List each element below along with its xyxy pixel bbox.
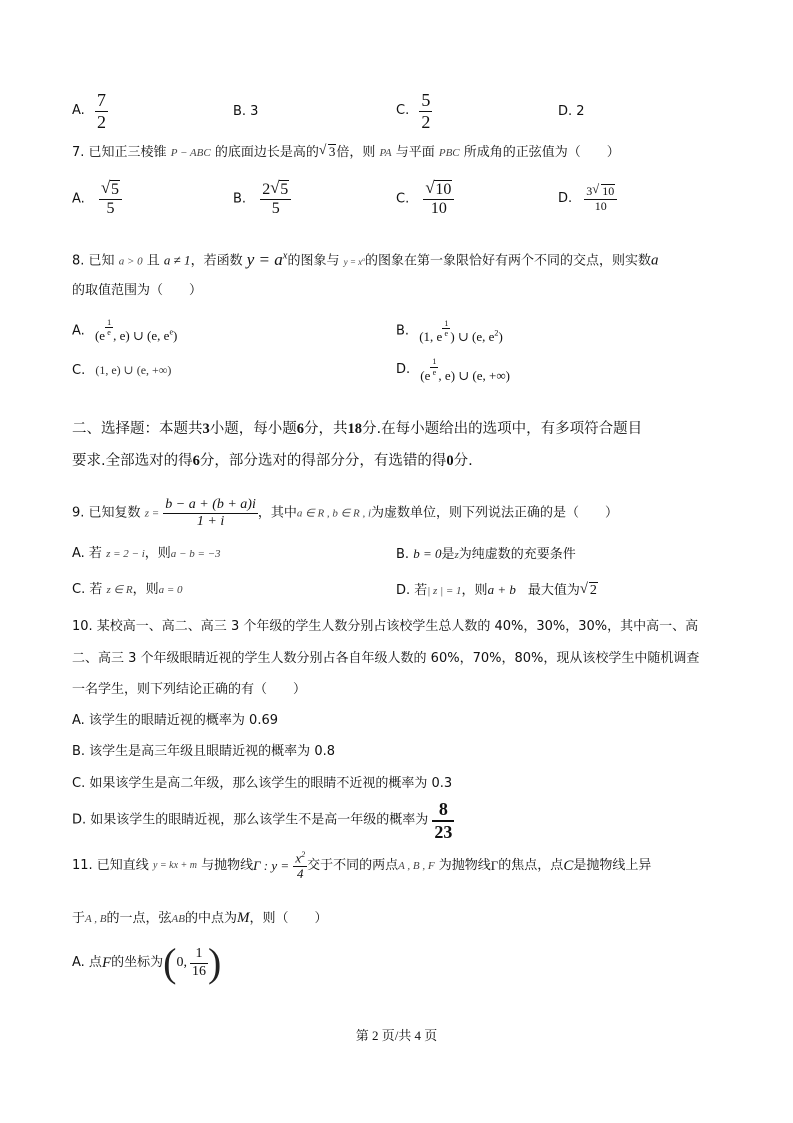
q7-text: 与平面 [395,145,435,160]
interval-expression [420,357,510,383]
option-text: ，则 [132,582,159,597]
fraction [260,180,291,219]
section-text: 分. [453,453,473,469]
denominator: e [107,327,111,337]
denominator: 23 [434,821,453,842]
option-label: A. [72,103,85,119]
q9-fraction [163,497,258,530]
q6-option-a [72,90,108,134]
interval-expression: (1, e) ∪ (e, +∞) [95,363,172,377]
section-text: 分.在每小题给出的选项中，有多项符合题目 [362,421,643,437]
fraction [95,90,108,132]
radicand: 5 [110,181,119,198]
q9-z: z = [144,507,160,520]
denominator: 4 [296,866,304,882]
point-c: C [563,858,574,875]
coefficient: 3 [586,184,593,198]
q11-text: 的焦点，点 [498,858,564,874]
q9-prefix: 9. 已知复数 [72,505,141,521]
denominator: 2 [96,111,106,132]
radicand: 10 [602,184,615,198]
paren: ) [498,329,503,345]
section-text: 二、选择题：本题共 [72,421,203,437]
numerator: 2 √ 5 [260,180,291,200]
line-equation: y = kx + m [152,860,197,872]
q7-prefix: 7. 已知正三棱锥 [72,145,167,160]
option-label: A. 点 [72,955,102,970]
right-paren: ) [207,940,222,985]
coefficient: 2 [262,181,271,198]
q8-option-d [396,357,510,383]
q7-text: 的底面边长是高的 [214,145,319,160]
points: A , B [85,913,107,925]
option-label: A. 若 [72,546,102,561]
sqrt-expression: √ 3 [318,142,336,159]
option-label: B. [396,547,410,562]
q8-var: a [650,252,659,269]
q11-text: 的一点，弦 [106,911,172,926]
q11-text: 于 [72,911,86,926]
q7-solid: P − ABC [170,147,211,159]
q7-text: 所成角的正弦值为（ ） [463,145,620,160]
option-text: 为纯虚数的充要条件 [458,547,576,562]
radicand: 5 [280,181,289,198]
section-2-line2 [72,445,473,477]
q9-text: ，其中 [257,505,297,521]
interval-head: (1, e [419,329,443,345]
q8-func2-exp: a [362,256,365,263]
radicand: 2 [589,583,597,598]
interval-rest: , e) ∪ (e, +∞) [438,368,510,383]
q11-option-a [72,940,222,985]
numerator: 1 [444,318,449,328]
option-label: C. [396,103,410,119]
q10-stem-line1: 10. 某校高一、高二、高三 3 个年级的学生人数分别占该校学生总人数的 40%，30%，30%，其中高一、高 [72,619,699,634]
q8-func-exp: x [282,250,288,261]
condition: b = 0 [413,546,442,561]
q8-prefix: 8. 已知 [72,253,115,269]
q11-text: 交于不同的两点 [307,858,399,874]
denominator: 5 [106,200,115,218]
section-text: 分，共 [304,421,348,437]
q11-text: 的中点为 [184,911,237,926]
denominator: 16 [191,963,206,979]
paren: ( [420,368,425,383]
q11-stem-line1 [72,850,651,882]
q11-text: ，则（ ） [249,911,328,926]
exponent-fraction [105,318,113,337]
option-label: D. 若 [396,583,428,598]
numerator: √ 5 [99,180,122,200]
base-e: e [99,328,106,344]
numerator: 5 [421,90,431,110]
fraction [423,180,454,219]
q11-text: 为抛物线 [438,858,491,874]
parabola-label: Γ : y = [253,858,290,874]
section-number: 0 [446,453,454,469]
q9-cond: a ∈ R , b ∈ R , i [296,507,372,520]
denominator: 1 + i [196,514,225,530]
q10-option-c: C. 如果该学生是高二年级，那么该学生的眼睛不近视的概率为 0.3 [72,776,453,791]
q9-option-b [396,545,576,564]
numerator: 7 [96,90,106,110]
q11-text: 是抛物线上异 [573,858,652,874]
exponent-fraction [430,357,438,376]
q7-line: PA [379,147,392,159]
q9-option-c [72,581,183,599]
q8-cond: a ≠ 1 [163,252,191,268]
q7-option-c [396,180,454,219]
point-m: M [237,910,250,926]
option-label: A. [72,191,85,207]
q8-option-a [72,317,178,344]
radicand: 10 [435,181,452,198]
q11-text: 与抛物线 [201,858,254,874]
condition: z ∈ R [106,584,133,596]
q10-option-d [72,799,454,842]
variable: z [454,549,459,561]
numerator: 3 √ 10 [584,184,617,200]
chord: AB [171,913,185,925]
section-number: 6 [296,421,304,437]
option-text: 是 [441,547,455,562]
q10-option-a: A. 该学生的眼睛近视的概率为 0.69 [72,713,279,728]
option-label: B. [233,191,247,207]
coordinate-fraction [190,946,208,979]
q8-cond: a > 0 [118,255,143,268]
option-label: D. [558,190,573,206]
denominator: 2 [421,111,431,132]
result: a = 0 [158,584,183,596]
option-label: C. [72,363,86,378]
q9-stem [72,497,618,530]
option-text: 的坐标为 [111,955,164,970]
q7-option-d [558,184,617,214]
point-f: F [101,955,112,971]
option-text: ，则 [144,546,171,561]
option-text: ，则 [461,583,488,598]
denominator: 5 [271,200,280,218]
q7-option-b [233,180,291,219]
q8-text: ，若函数 [190,253,243,269]
exponent: 2 [494,329,499,338]
q8-option-c [72,361,171,380]
fraction [419,90,432,132]
left-paren: ( [163,940,177,985]
option-label: A. [72,323,85,339]
q8-option-b [396,318,503,345]
numerator: b − a + (b + a)i [163,497,258,514]
q8-func-base: y = a [246,249,283,269]
option-label: B. [396,323,410,339]
q7-plane: PBC [438,147,460,159]
q8-text: 的图象在第一象限恰好有两个不同的交点，则实数 [364,253,651,269]
fraction [584,184,617,214]
section-text: 分，部分选对的得部分分，有选错的得 [199,453,447,469]
q6-option-b: B. 3 [233,104,259,119]
numerator [293,850,307,867]
q8-stem-line1 [72,247,658,271]
q11-stem-line2 [72,909,328,928]
numerator: 1 [107,317,112,327]
q10-stem-line3: 一名学生，则下列结论正确的有（ ） [72,682,307,697]
interval-rest: , e) ∪ (e, e [113,328,170,344]
denominator: e [432,367,437,377]
section-2-line1 [72,413,642,445]
q9-option-a [72,545,221,563]
q10-option-b: B. 该学生是高三年级且眼睛近视的概率为 0.8 [72,744,335,759]
parabola-fraction [293,850,307,882]
section-number: 3 [202,421,210,437]
numerator: √ 10 [423,180,454,200]
q11-prefix: 11. 已知直线 [72,858,149,874]
result: a + b [487,582,516,597]
q7-stem [72,143,620,162]
exponent: e [169,328,174,337]
page-footer: 第 2 页/共 4 页 [355,1028,438,1043]
q7-text: 倍，则 [336,145,376,160]
fraction [432,799,454,842]
condition: z = 2 − i [106,548,145,560]
parabola-symbol: Γ [490,858,499,874]
q8-text: 的图象与 [287,253,340,269]
interval-expression [419,318,503,345]
paren: ( [94,328,100,344]
q9-option-d [396,581,598,600]
denominator: e [444,328,449,338]
interval-expression [94,317,178,344]
q8-stem-line2: 的取值范围为（ ） [72,283,203,298]
result: a − b = −3 [170,548,221,560]
option-text: 最大值为 [527,583,580,598]
option-label: C. [396,191,410,207]
denominator: 10 [594,198,607,213]
exponent-fraction [442,319,450,338]
fraction [99,180,122,219]
q6-option-c [396,90,432,134]
q9-text: 为虚数单位，则下列说法正确的是（ ） [371,505,619,521]
section-number: 18 [347,421,362,437]
numerator: 1 [190,946,208,963]
points: A , B , F [398,860,435,873]
radicand: 3 [328,144,336,159]
section-text: 要求.全部选对的得 [72,453,193,469]
exponent: 2 [301,850,306,859]
sqrt-expression: √ 2 [579,581,597,598]
denominator: 10 [430,200,447,218]
q10-stem-line2: 二、高三 3 个年级眼睛近视的学生人数分别占各自年级人数的 60%，70%，80%，现从该校学生中随机调查 [72,651,700,666]
numerator-base: x [295,850,302,866]
paren: ) [173,328,178,344]
option-label: C. 若 [72,582,103,597]
numerator: 8 [432,799,454,822]
condition: | z | = 1 [427,585,462,597]
interval-rest: ) ∪ (e, e [450,329,495,345]
base-e: e [424,368,431,383]
coordinate-x: 0, [176,955,187,970]
option-label: D. [396,362,411,377]
q8-func [247,250,288,269]
q8-func2 [344,257,365,267]
q8-func2-base: y = x [343,256,363,267]
q8-text: 且 [146,253,160,269]
section-number: 6 [192,453,200,469]
q6-option-d: D. 2 [558,104,585,119]
numerator: 1 [432,357,437,367]
q7-option-a [72,180,122,219]
option-text: D. 如果该学生的眼睛近视，那么该学生不是高一年级的概率为 [72,812,429,828]
section-text: 小题，每小题 [209,421,297,437]
